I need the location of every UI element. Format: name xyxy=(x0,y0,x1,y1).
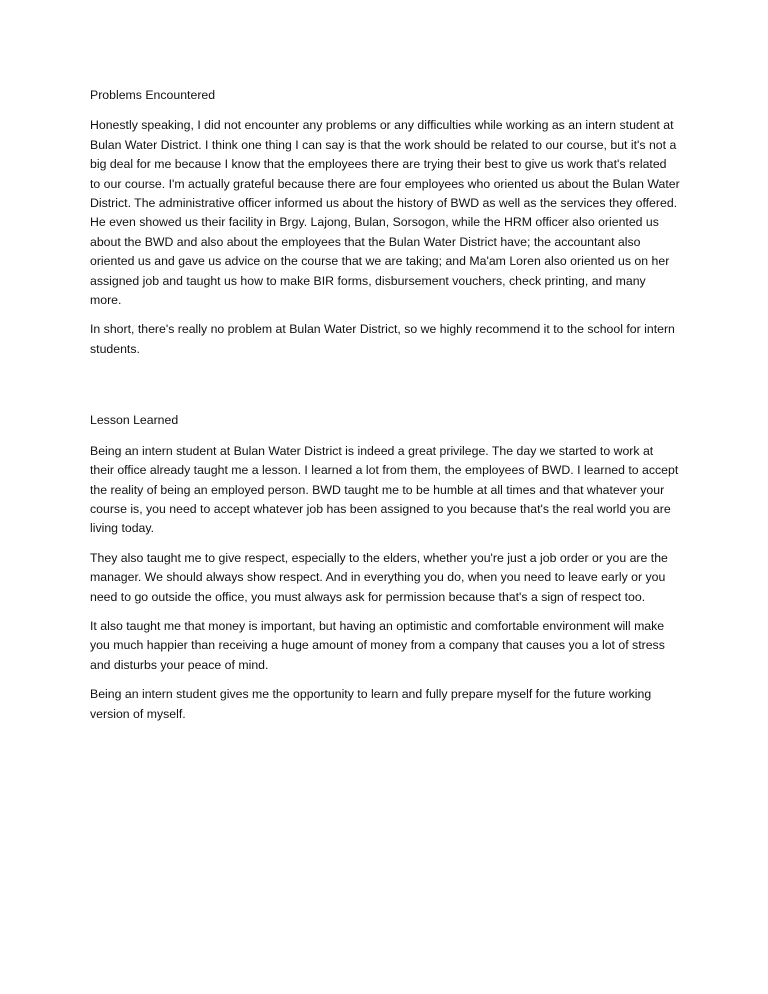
section-lesson-learned xyxy=(90,411,680,724)
paragraph: In short, there's really no problem at Bulan Water District, so we highly recommend it to the school for intern students. xyxy=(90,322,675,356)
document-page xyxy=(90,86,680,734)
section-heading: Lesson Learned xyxy=(90,413,179,428)
paragraph: Honestly speaking, I did not encounter any problems or any difficulties while working as an intern student at Bulan Water District. I think one thing I can say is that the work should be related to our course, but it's not a big deal for me because I know that the employees there are trying their best to give us work that's related to our course. I'm actually grateful because there are four employees who oriented us about the Bulan Water District. The administrative officer informed us about the history of BWD as well as the services they offered. He even showed us their facility in Brgy. Lajong, Bulan, Sorsogon, while the HRM officer also oriented us about the BWD and also about the employees that the Bulan Water District have; the accountant also oriented us and gave us advice on the course that we are taking; and Ma'am Loren also oriented us on her assigned job and taught us how to make BIR forms, disbursement vouchers, check printing, and many more. xyxy=(90,118,680,308)
paragraph: They also taught me to give respect, especially to the elders, whether you're just a job order or you are the manager. We should always show respect. And in everything you do, when you need to leave early or you need to go outside the office, you must always ask for permission because that's a sign of respect too. xyxy=(90,550,668,604)
section-spacer xyxy=(90,369,680,411)
paragraph: Being an intern student at Bulan Water District is indeed a great privilege. The day we started to work at their office already taught me a lesson. I learned a lot from them, the employees of BWD. I learned to accept the reality of being an employed person. BWD taught me to be humble at all times and that whatever your course is, you need to accept whatever job has been assigned to you because that's the real world you are living today. xyxy=(90,443,679,536)
section-problems-encountered xyxy=(90,86,680,359)
paragraph: Being an intern student gives me the opportunity to learn and fully prepare myself for the future working version of myself. xyxy=(90,687,652,721)
section-heading: Problems Encountered xyxy=(90,88,216,102)
paragraph: It also taught me that money is important, but having an optimistic and comfortable environment will make you much happier than receiving a huge amount of money from a company that causes you a lot of stress and disturbs your peace of mind. xyxy=(90,618,665,672)
